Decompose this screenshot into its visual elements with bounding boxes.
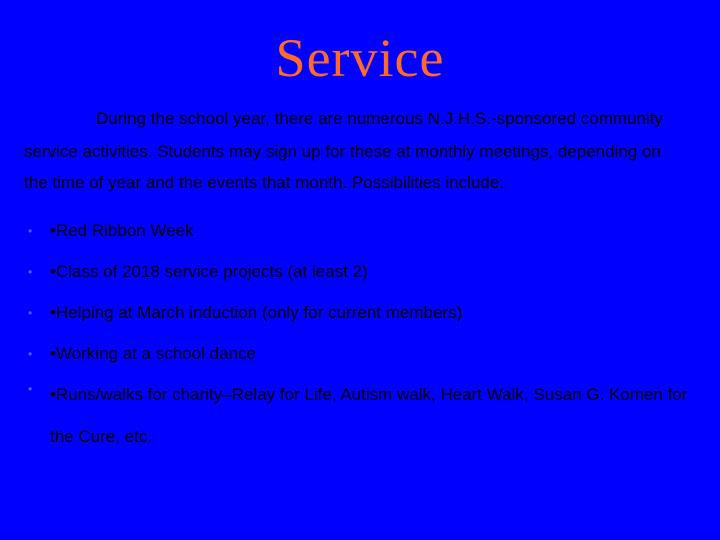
bullet-icon: •	[28, 382, 33, 396]
bullet-icon: •	[28, 224, 33, 238]
bullet-icon: •	[28, 265, 33, 279]
list-item	[24, 374, 704, 458]
list-item	[24, 216, 704, 246]
list-item-text: •Runs/walks for charity–Relay for Life, Autism walk, Heart Walk, Susan G. Komen for the Cure, etc.	[50, 385, 688, 446]
list-item	[24, 257, 704, 287]
list-item	[24, 298, 704, 328]
intro-line-1: During the school year, there are numerous N.J.H.S.-sponsored community	[96, 109, 663, 128]
list-item	[24, 339, 704, 369]
list-item-text: •Red Ribbon Week	[50, 221, 194, 240]
intro-line-3: the time of year and the events that month. Possibilities include:	[24, 173, 505, 192]
bullet-icon: •	[28, 347, 33, 361]
bullet-icon: •	[28, 306, 33, 320]
possibilities-list	[24, 216, 704, 469]
list-item-text: •Helping at March induction (only for current members)	[50, 303, 463, 322]
intro-paragraph	[24, 104, 700, 200]
list-item-text: •Class of 2018 service projects (at least 2)	[50, 262, 368, 281]
list-item-text: •Working at a school dance	[50, 344, 256, 363]
intro-line-2: service activities. Students may sign up for these at monthly meetings, depending on	[24, 142, 661, 161]
slide-title: Service	[275, 28, 445, 88]
